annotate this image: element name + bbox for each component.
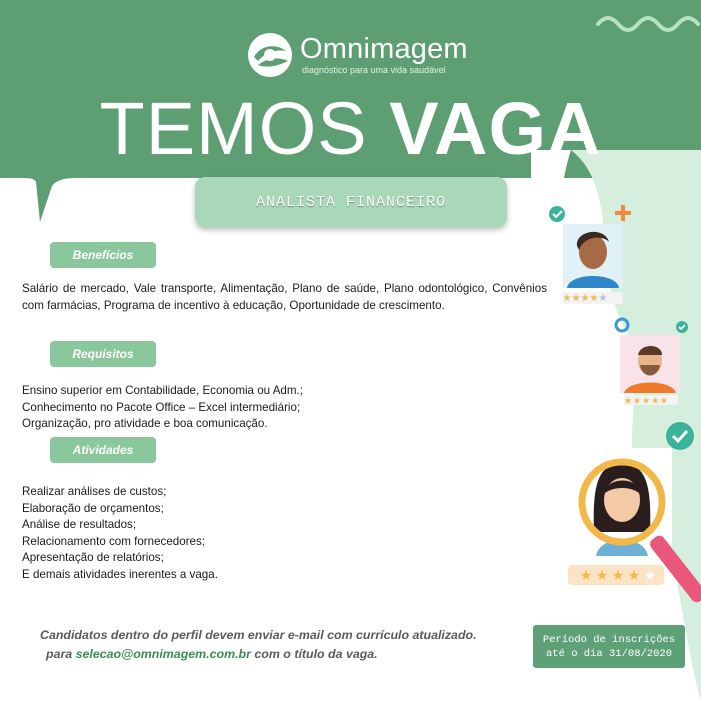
candidate-card-2 — [610, 315, 692, 410]
star-icon: ★ — [579, 568, 593, 584]
star-icon: ★ — [589, 293, 599, 304]
activity-item: Apresentação de relatórios; — [22, 551, 164, 565]
requirement-item: Conhecimento no Pacote Office – Excel intermediário; — [22, 400, 301, 414]
activity-item: Análise de resultados; — [22, 518, 137, 532]
check-icon — [549, 206, 565, 222]
activities-list — [22, 484, 218, 584]
requirements-heading — [50, 341, 156, 367]
job-title: ANALISTA FINANCEIRO — [255, 193, 447, 211]
requirements-list — [22, 383, 303, 433]
deadline-line2: até o dia 31/08/2020 — [545, 647, 673, 660]
star-icon: ★ — [641, 396, 651, 407]
activity-item: Elaboração de orçamentos; — [22, 501, 164, 515]
cta-suffix: com o título da vaga. — [254, 647, 378, 661]
activity-item: Relacionamento com fornecedores; — [22, 534, 206, 548]
headline — [0, 86, 701, 172]
star-icon: ★ — [650, 396, 660, 407]
star-icon: ★ — [627, 568, 641, 584]
star-icon: ★ — [632, 396, 642, 407]
star-icon: ★ — [571, 293, 581, 304]
activities-heading — [50, 437, 156, 463]
plus-icon — [615, 205, 631, 221]
job-title-badge — [195, 177, 507, 227]
rating-stars — [624, 397, 668, 407]
application-instructions — [40, 626, 530, 664]
omnimagem-logo-icon — [246, 31, 294, 79]
candidate-card-1 — [545, 200, 645, 312]
requirements-label: Requisitos — [72, 347, 134, 361]
activities-label: Atividades — [72, 443, 134, 457]
star-icon: ★ — [623, 396, 633, 407]
brand-tagline: diagnóstico para uma vida saudável — [302, 65, 446, 75]
email-link[interactable]: selecao@omnimagem.com.br — [75, 647, 251, 661]
deadline-badge — [533, 625, 685, 668]
star-icon: ★ — [580, 293, 590, 304]
brand-logo — [246, 30, 468, 80]
star-icon: ★ — [643, 568, 657, 584]
activity-item: E demais atividades inerentes a vaga. — [22, 567, 218, 581]
cta-prefix: para — [46, 647, 73, 661]
star-icon: ★ — [659, 396, 669, 407]
circle-icon — [616, 319, 628, 331]
activity-item: Realizar análises de custos; — [22, 485, 167, 498]
benefits-text: Salário de mercado, Vale transporte, Alimentação, Plano de saúde, Plano odontológico, Convênios com farmácias, Programa de incentivo à educação, Oportunidade de crescimento. — [22, 282, 547, 312]
rating-stars — [580, 568, 657, 584]
star-icon: ★ — [562, 293, 572, 304]
benefits-label: Benefícios — [72, 248, 134, 262]
cta-line1: Candidatos dentro do perfil devem enviar e-mail com currículo atualizado. — [40, 628, 477, 642]
requirement-item: Ensino superior em Contabilidade, Economia ou Adm.; — [22, 384, 303, 397]
check-icon — [666, 422, 694, 450]
rating-stars — [563, 293, 608, 304]
candidate-card-3 — [560, 420, 701, 620]
star-icon: ★ — [611, 568, 625, 584]
star-icon: ★ — [598, 293, 608, 304]
brand-name: Omnimagem — [300, 33, 468, 65]
headline-part2: VAGA — [389, 87, 602, 170]
star-icon: ★ — [595, 568, 609, 584]
benefits-heading — [50, 242, 156, 268]
headline-part1: TEMOS — [99, 87, 368, 170]
requirement-item: Organização, pro atividade e boa comunicação. — [22, 417, 268, 431]
deadline-line1: Período de inscrições — [542, 633, 676, 646]
